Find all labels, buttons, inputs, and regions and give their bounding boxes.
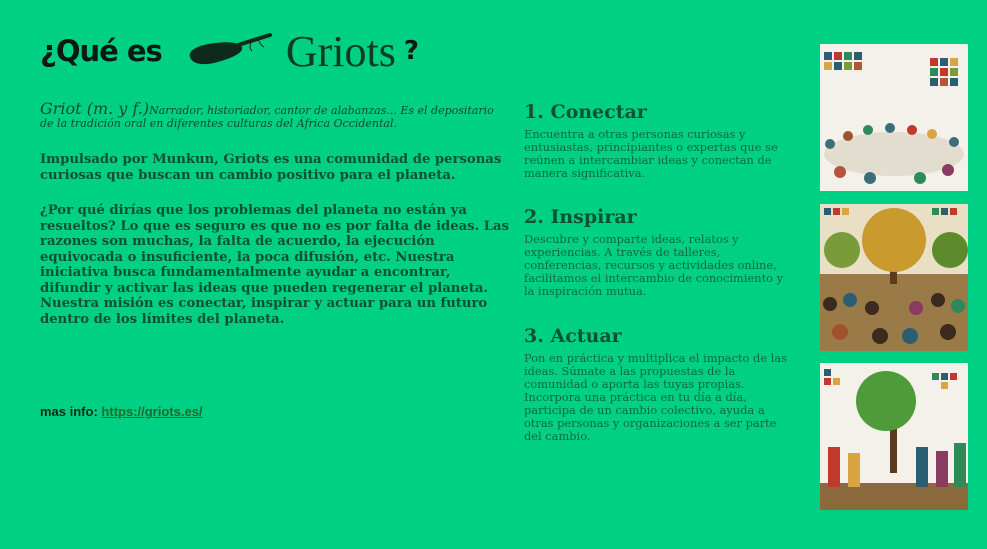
more-info	[40, 404, 203, 419]
step-title: 1. Conectar	[524, 101, 647, 123]
inspire-illustration	[820, 204, 968, 351]
griot-instrument-logo-icon	[186, 31, 272, 71]
step-inspire	[524, 205, 794, 298]
step-text: Descubre y comparte ideas, relatos y experiencias. A través de talleres, conferencias, recursos y actividades online, facilitamos el intercambio de conocimiento y la inspiración mutua.	[524, 232, 784, 298]
more-info-label: mas info:	[40, 404, 98, 419]
page-title	[40, 26, 419, 76]
step-title: 2. Inspirar	[524, 206, 637, 228]
step-act	[524, 324, 794, 443]
definition	[40, 99, 510, 130]
act-illustration	[820, 363, 968, 510]
brand-name: Griots	[285, 26, 396, 76]
step-text: Pon en práctica y multiplica el impacto de las ideas. Súmate a las propuestas de la comunidad o aporta las tuyas propias. Incorpora una práctica en tu día a día, participa de un cambio colectivo, ayuda a otras personas y organizaciones a ser parte del cambio.	[524, 351, 787, 443]
intro-paragraph: Impulsado por Munkun, Griots es una comunidad de personas curiosas que buscan un cambio positivo para el planeta.	[40, 152, 502, 183]
mission-paragraph: ¿Por qué dirías que los problemas del planeta no están ya resueltos? Lo que es seguro es que no es por falta de ideas. Las razones son muchas, la falta de acuerdo, la ejecución equivocada o insuficiente, la poca difusión, etc. Nuestra iniciativa busca fundamentalmente ayudar a encontrar, difundir y activar las ideas que pueden regenerar el planeta. Nuestra misión es conectar, inspirar y actuar para un futuro dentro de los límites del planeta.	[40, 203, 509, 327]
connect-illustration	[820, 44, 968, 191]
title-suffix: ?	[403, 36, 419, 66]
definition-term: Griot (m. y f.)	[40, 99, 150, 118]
title-prefix: ¿Qué es	[40, 34, 162, 68]
step-text: Encuentra a otras personas curiosas y entusiastas, principiantes o expertas que se reúnen a intercambiar ideas y conectan de manera significativa.	[524, 127, 778, 180]
definition-text: Narrador, historiador, cantor de alabanzas... Es el depositario de la tradición oral en diferentes culturas del África Occidental.	[40, 104, 494, 130]
step-title: 3. Actuar	[524, 325, 622, 347]
step-connect	[524, 100, 794, 180]
website-link[interactable]: https://griots.es/	[101, 404, 203, 419]
